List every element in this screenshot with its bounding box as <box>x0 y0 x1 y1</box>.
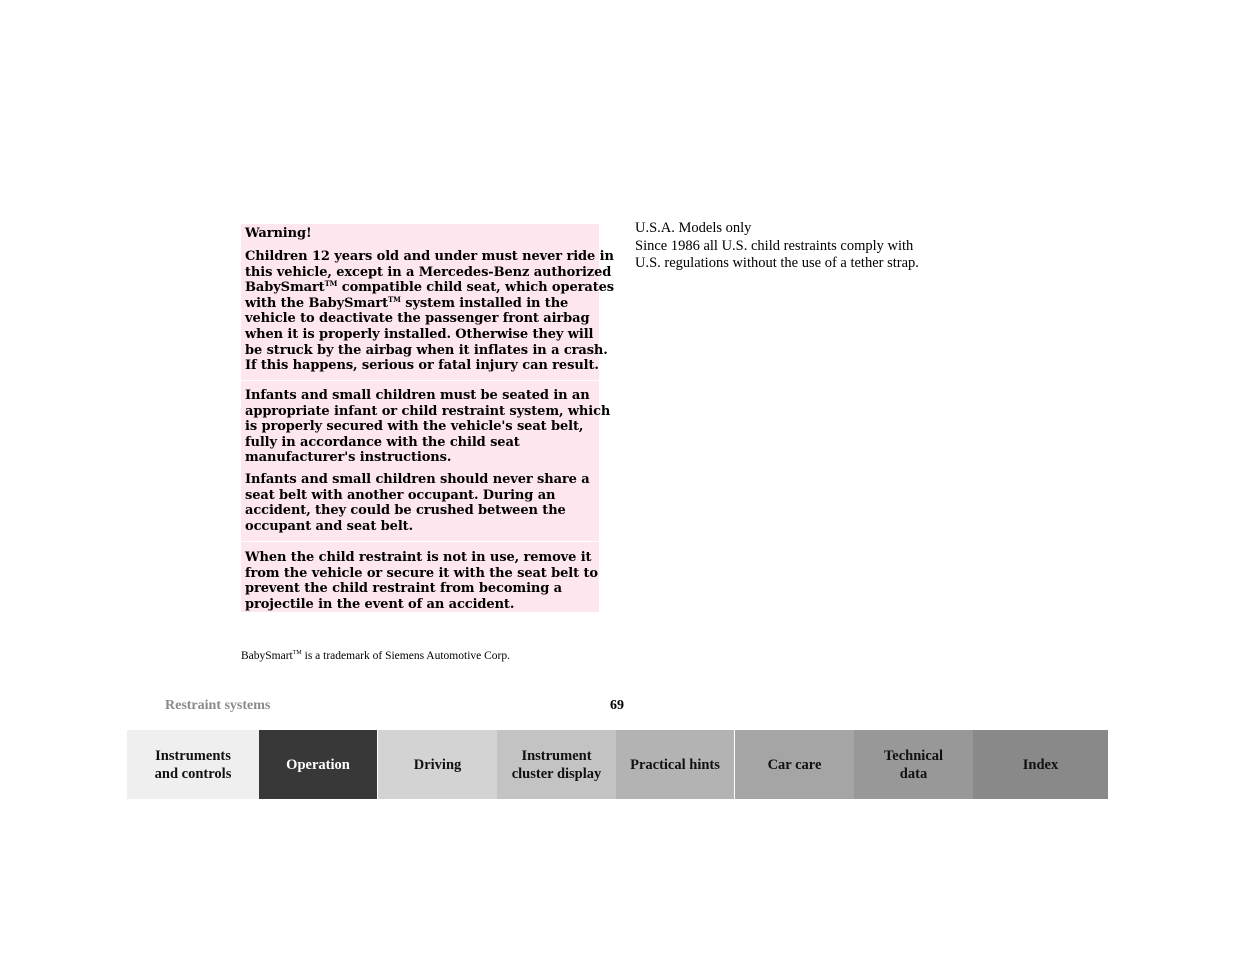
tab-technical-data[interactable]: Technical data <box>854 730 973 799</box>
text-line: this vehicle, except in a Mercedes-Benz authorized <box>245 264 612 280</box>
chapter-navigation <box>127 730 1108 799</box>
page-number: 69 <box>610 698 624 713</box>
text-line: with the BabySmart™ system installed in the <box>245 294 569 311</box>
warning-paragraph-2 <box>241 381 611 469</box>
warning-paragraph-4 <box>241 542 599 612</box>
tab-practical-hints[interactable]: Practical hints <box>616 730 735 799</box>
text-line: be struck by the airbag when it inflates in a crash. <box>245 342 608 358</box>
text-line: projectile in the event of an accident. <box>245 596 515 612</box>
section-label: Restraint systems <box>165 698 271 713</box>
trademark-mark: TM <box>388 294 401 304</box>
text-line: from the vehicle or secure it with the seat belt to <box>245 565 598 581</box>
tab-driving[interactable]: Driving <box>378 730 497 799</box>
usa-models-note <box>635 220 919 273</box>
tab-instruments-and-controls[interactable]: Instruments and controls <box>127 730 259 799</box>
warning-box <box>241 224 614 612</box>
text-line: Children 12 years old and under must never ride in <box>245 249 614 264</box>
tab-instrument-cluster-display[interactable]: Instrument cluster display <box>497 730 616 799</box>
text-line: Infants and small children should never share a <box>245 472 590 487</box>
text-line: prevent the child restraint from becoming a <box>245 581 562 597</box>
warning-title: Warning! <box>241 224 599 248</box>
trademark-mark: TM <box>292 650 302 656</box>
warning-paragraph-1 <box>241 248 614 381</box>
usa-note-heading: U.S.A. Models only <box>635 220 752 236</box>
text-line: When the child restraint is not in use, remove it <box>245 550 592 565</box>
text-line: appropriate infant or child restraint system, which <box>245 403 611 419</box>
usa-note-line: Since 1986 all U.S. child restraints comply with <box>635 237 914 254</box>
text-line: occupant and seat belt. <box>245 518 414 534</box>
text-line: manufacturer's instructions. <box>245 450 452 466</box>
text-line: seat belt with another occupant. During an <box>245 487 556 503</box>
text-line: If this happens, serious or fatal injury can result. <box>245 358 599 374</box>
text-line: fully in accordance with the child seat <box>245 434 520 450</box>
text-line: accident, they could be crushed between the <box>245 503 566 519</box>
text-line: is properly secured with the vehicle's seat belt, <box>245 419 584 435</box>
text-line: BabySmart™ compatible child seat, which operates <box>245 279 614 296</box>
warning-paragraph-3 <box>241 469 599 542</box>
usa-note-line: U.S. regulations without the use of a tether strap. <box>635 255 919 272</box>
trademark-footnote: BabySmart™ is a trademark of Siemens Automotive Corp. <box>241 650 510 662</box>
tab-car-care[interactable]: Car care <box>735 730 854 799</box>
trademark-mark: TM <box>324 279 338 289</box>
text-line: when it is properly installed. Otherwise they will <box>245 326 594 342</box>
text-line: vehicle to deactivate the passenger front airbag <box>245 311 590 327</box>
tab-operation[interactable]: Operation <box>259 730 378 799</box>
text-line: Infants and small children must be seated in an <box>245 388 590 403</box>
tab-index[interactable]: Index <box>973 730 1108 799</box>
